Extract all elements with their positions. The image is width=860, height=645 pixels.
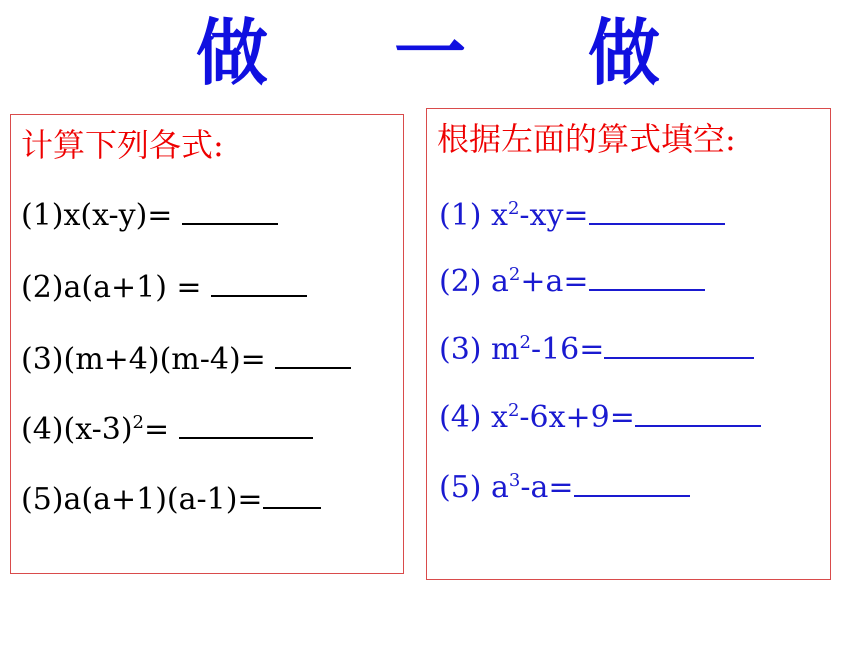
left-item-1 bbox=[21, 193, 278, 236]
left-item-4-exponent: 2 bbox=[132, 412, 144, 433]
right-item-3-var: m bbox=[491, 332, 520, 367]
right-item-3-rest: -16= bbox=[530, 332, 605, 367]
left-item-5-text: (5)a(a+1)(a-1)= bbox=[21, 482, 263, 517]
answer-blank[interactable] bbox=[574, 465, 690, 497]
answer-blank[interactable] bbox=[275, 337, 351, 369]
right-item-4-rest: -6x+9= bbox=[519, 400, 635, 435]
right-item-5-var: a bbox=[491, 470, 509, 505]
left-item-5 bbox=[21, 477, 321, 520]
page-title bbox=[0, 8, 860, 98]
right-item-4-label: (4) bbox=[439, 400, 492, 435]
right-item-4-exponent: 2 bbox=[507, 400, 520, 421]
title-char-1: 做 bbox=[196, 11, 269, 95]
answer-blank[interactable] bbox=[182, 193, 278, 225]
left-item-2-text: (2)a(a+1) = bbox=[21, 270, 212, 305]
right-item-5-rest: -a= bbox=[520, 470, 574, 505]
right-item-1 bbox=[439, 193, 725, 236]
answer-blank[interactable] bbox=[589, 259, 705, 291]
right-item-5 bbox=[439, 465, 690, 508]
left-item-2 bbox=[21, 265, 307, 308]
right-item-4-var: x bbox=[491, 400, 508, 435]
answer-blank[interactable] bbox=[263, 477, 321, 509]
right-panel bbox=[426, 108, 831, 580]
right-item-2-rest: +a= bbox=[520, 264, 589, 299]
left-item-4-equals: = bbox=[143, 412, 179, 447]
right-item-3-label: (3) bbox=[439, 332, 492, 367]
right-item-5-exponent: 3 bbox=[508, 470, 521, 491]
left-panel bbox=[10, 114, 404, 574]
answer-blank[interactable] bbox=[589, 193, 725, 225]
answer-blank[interactable] bbox=[211, 265, 307, 297]
title-char-3: 做 bbox=[588, 11, 661, 95]
right-item-4 bbox=[439, 395, 761, 438]
left-item-4-text: (4)(x-3) bbox=[21, 412, 133, 447]
answer-blank[interactable] bbox=[635, 395, 761, 427]
right-item-2 bbox=[439, 259, 705, 302]
right-item-1-label: (1) bbox=[439, 198, 492, 233]
right-item-1-rest: -xy= bbox=[519, 198, 589, 233]
right-item-1-var: x bbox=[491, 198, 508, 233]
left-item-3-text: (3)(m+4)(m-4)= bbox=[21, 342, 276, 377]
answer-blank[interactable] bbox=[179, 407, 313, 439]
left-item-1-text: (1)x(x-y)= bbox=[21, 198, 182, 233]
right-item-5-label: (5) bbox=[439, 470, 492, 505]
right-panel-heading: 根据左面的算式填空: bbox=[437, 120, 736, 158]
left-item-4 bbox=[21, 407, 313, 450]
right-item-2-label: (2) bbox=[439, 264, 492, 299]
right-item-1-exponent: 2 bbox=[507, 198, 520, 219]
right-item-2-exponent: 2 bbox=[508, 264, 521, 285]
right-item-2-var: a bbox=[491, 264, 509, 299]
left-item-3 bbox=[21, 337, 351, 380]
left-panel-heading: 计算下列各式: bbox=[21, 126, 224, 164]
answer-blank[interactable] bbox=[604, 327, 754, 359]
right-item-3 bbox=[439, 327, 754, 370]
right-item-3-exponent: 2 bbox=[519, 332, 531, 353]
title-char-2: 一 bbox=[394, 11, 467, 95]
